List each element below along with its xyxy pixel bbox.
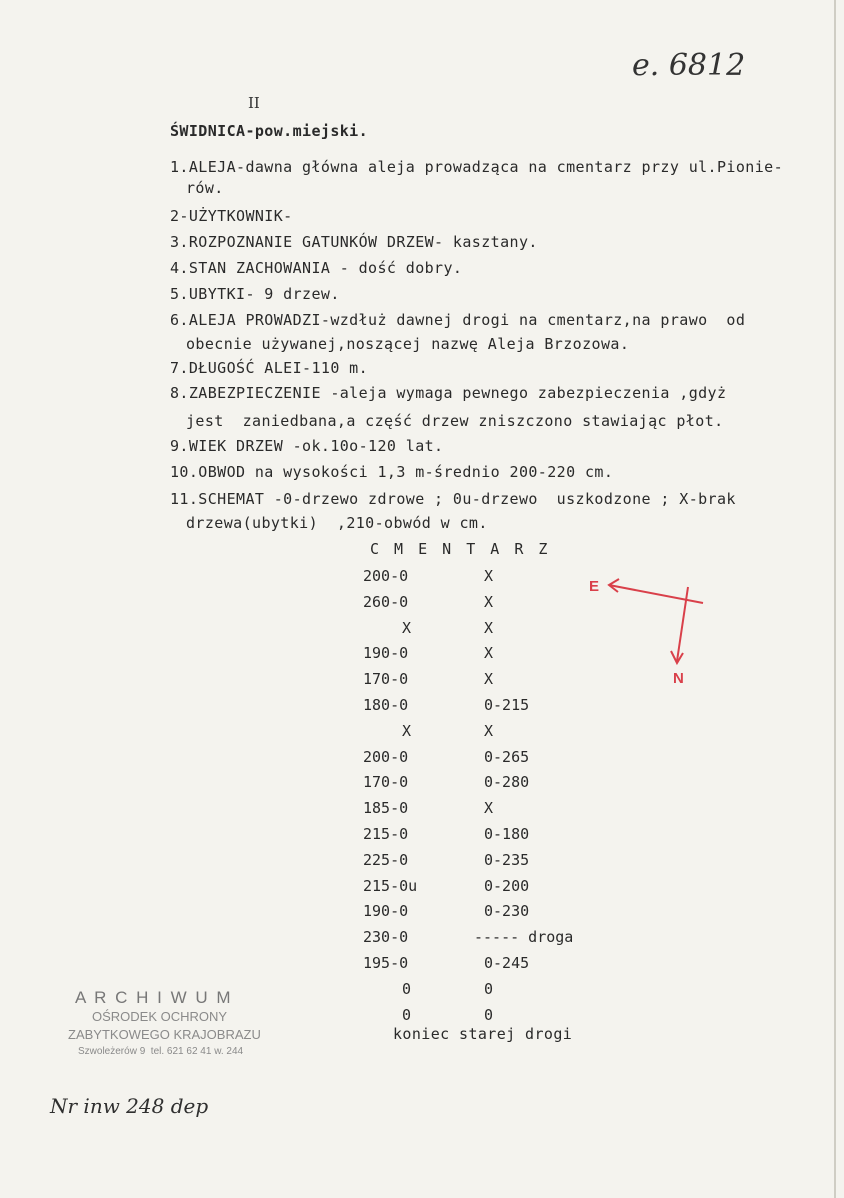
schema-row-left: 170-0	[363, 670, 409, 689]
schema-row-right: X	[484, 592, 494, 611]
schema-row-right: 0-180	[484, 825, 530, 843]
schema-row-left: 0	[402, 979, 412, 998]
schema-row-right: X	[484, 618, 494, 637]
heading-superscript: II	[248, 94, 260, 112]
item-11-line1: 11.SCHEMAT -0-drzewo zdrowe ; 0u-drzewo uszkodzone ; X-brak	[170, 490, 736, 508]
compass-east-label: E	[589, 578, 600, 595]
stamp-line3: ZABYTKOWEGO KRAJOBRAZU	[68, 1027, 261, 1042]
schema-row-right: 0-230	[484, 902, 530, 921]
schema-row-right: X	[484, 567, 494, 585]
stamp-line2: OŚRODEK OCHRONY	[92, 1009, 228, 1024]
item-6-line1: 6.ALEJA PROWADZI-wzdłuż dawnej drogi na cmentarz,na prawo od	[170, 311, 746, 329]
item-2-line1: 2-UŻYTKOWNIK-	[170, 207, 293, 225]
item-6-line2: obecnie używanej,noszącej nazwę Aleja Brzozowa.	[186, 335, 630, 353]
schema-row-right: 0-245	[484, 954, 530, 972]
schema-row-right: 0	[484, 1005, 494, 1024]
schema-row-right: X	[484, 721, 494, 740]
schema-row-left: 230-0	[363, 928, 409, 947]
schema-header: C M E N T A R Z	[370, 540, 551, 558]
schema-row-right: 0	[484, 979, 494, 998]
item-9-line1: 9.WIEK DRZEW -ok.10o-120 lat.	[170, 437, 444, 455]
schema-row-left: 195-0	[363, 954, 409, 972]
item-4-line1: 4.STAN ZACHOWANIA - dość dobry.	[170, 259, 463, 277]
schema-row-left: 260-0	[363, 592, 409, 611]
schema-row-right: X	[484, 644, 494, 663]
item-7-line1: 7.DŁUGOŚĆ ALEI-110 m.	[170, 359, 369, 377]
schema-row-left: 170-0	[363, 773, 409, 792]
reference-number: e. 6812	[632, 48, 746, 83]
schema-row-right: 0-200	[484, 876, 530, 895]
schema-row-left: 225-0	[363, 850, 409, 869]
item-8-line2: jest zaniedbana,a część drzew zniszczono stawiając płot.	[186, 412, 724, 430]
schema-footer: koniec starej drogi	[393, 1025, 573, 1043]
schema-row-right: 0-235	[484, 850, 530, 869]
schema-row-left: 180-0	[363, 696, 409, 714]
schema-row-left: 185-0	[363, 799, 409, 818]
schema-row-right: X	[484, 670, 494, 689]
item-3-line1: 3.ROZPOZNANIE GATUNKÓW DRZEW- kasztany.	[170, 233, 538, 251]
inventory-note: Nr inw 248 dep	[50, 1094, 209, 1118]
schema-row-left: 190-0	[363, 644, 409, 663]
item-1-line2: rów.	[186, 179, 224, 197]
item-10-line1: 10.OBWOD na wysokości 1,3 m-średnio 200-220 cm.	[170, 463, 614, 481]
schema-row-left: X	[402, 618, 412, 637]
schema-row-left: 0	[402, 1005, 412, 1024]
schema-row-right: ----- droga	[474, 928, 574, 947]
stamp-line4: Szwoleżerów 9 tel. 621 62 41 w. 244	[78, 1046, 244, 1057]
schema-row-left: 200-0	[363, 747, 409, 766]
schema-row-right: 0-280	[484, 773, 530, 792]
item-5-line1: 5.UBYTKI- 9 drzew.	[170, 285, 340, 303]
schema-row-left: X	[402, 721, 412, 740]
schema-row-right: 0-265	[484, 747, 530, 766]
schema-row-right: X	[484, 799, 494, 818]
schema-row-right: 0-215	[484, 696, 530, 714]
schema-row-left: 215-0	[363, 825, 409, 843]
compass-icon	[585, 565, 715, 695]
item-1-line1: 1.ALEJA-dawna główna aleja prowadząca na cmentarz przy ul.Pionie-	[170, 158, 783, 176]
compass-north-label: N	[673, 670, 684, 687]
item-8-line1: 8.ZABEZPIECZENIE -aleja wymaga pewnego zabezpieczenia ,gdyż	[170, 384, 727, 402]
page-heading: ŚWIDNICA-pow.miejski.	[170, 122, 369, 140]
schema-row-left: 190-0	[363, 902, 409, 921]
page-edge	[834, 0, 836, 1198]
schema-row-left: 215-0u	[363, 876, 418, 895]
stamp-line1: A R C H I W U M	[75, 988, 233, 1007]
schema-row-left: 200-0	[363, 567, 409, 585]
item-11-line2: drzewa(ubytki) ,210-obwód w cm.	[186, 514, 488, 532]
